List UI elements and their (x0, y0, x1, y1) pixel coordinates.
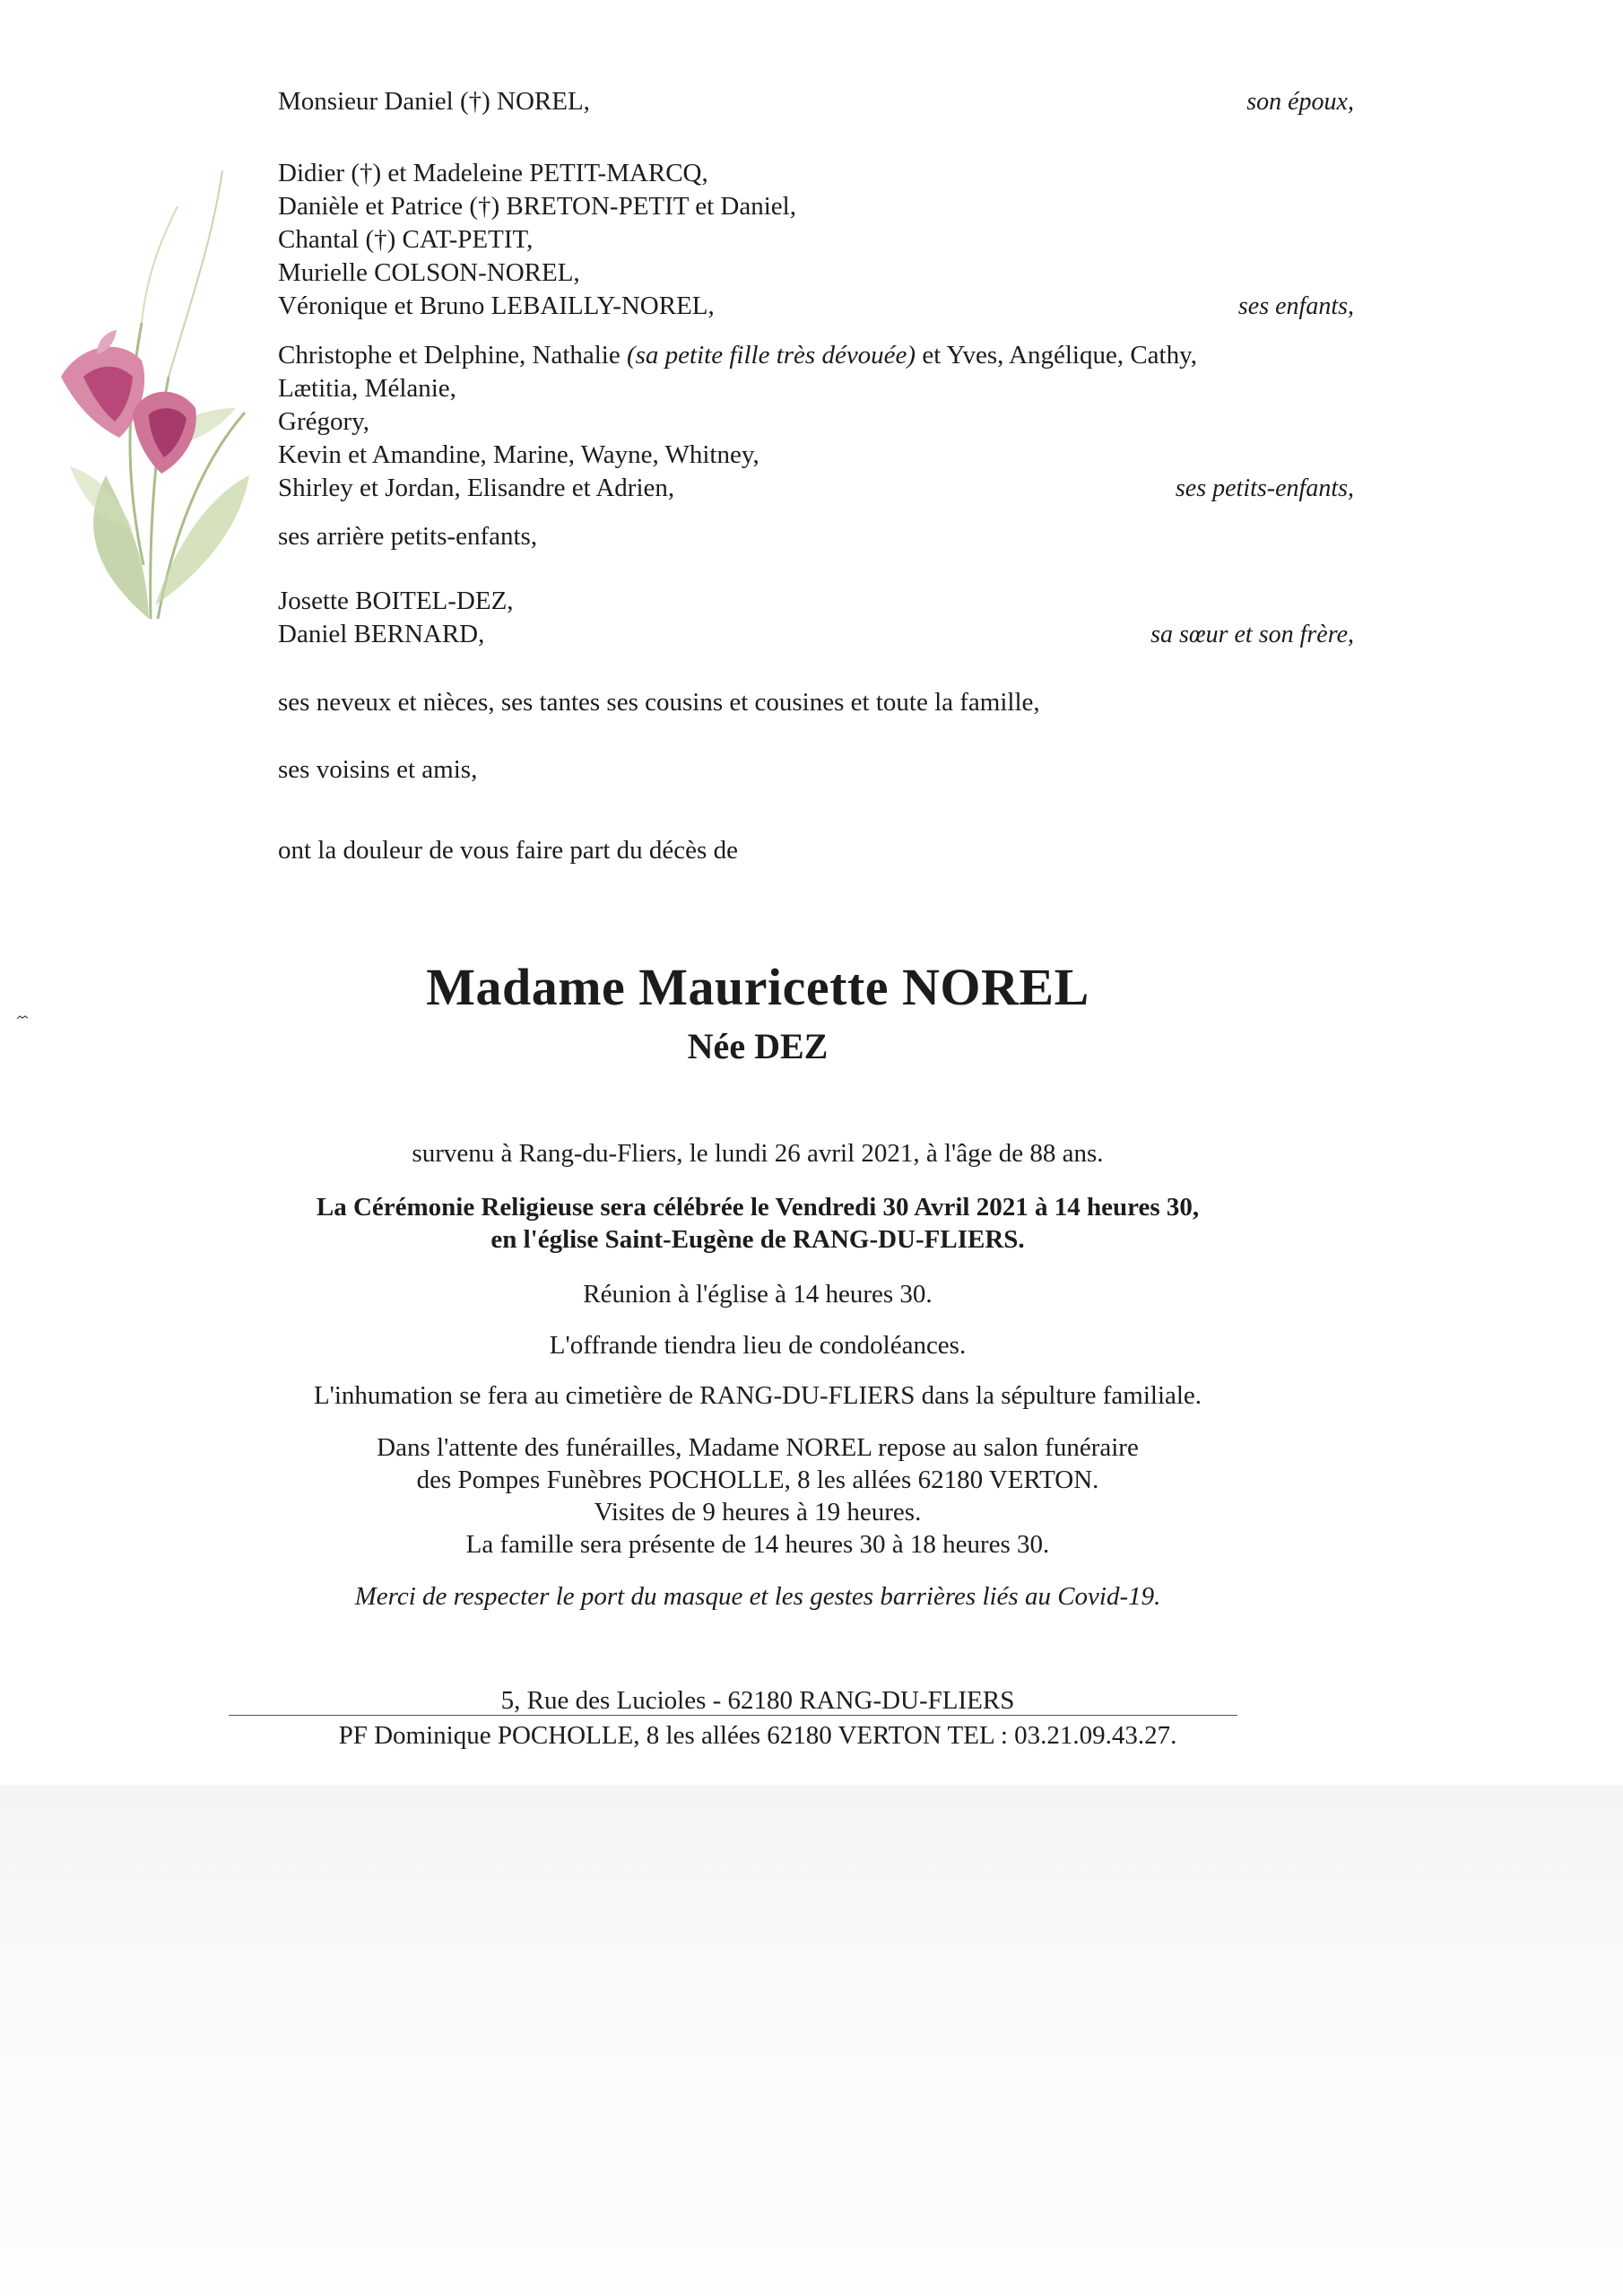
sibling-line: Daniel BERNARD, (278, 620, 485, 648)
scan-margin (0, 1785, 1623, 2296)
child-line: Chantal (†) CAT-PETIT, (278, 225, 534, 254)
grandchild-line: Kevin et Amandine, Marine, Wayne, Whitney, (278, 440, 759, 469)
calla-lily-illustration (43, 152, 258, 637)
viewing-line-2: des Pompes Funèbres POCHOLLE, 8 les allées 62180 VERTON. (416, 1465, 1099, 1494)
ceremony-line-1: La Cérémonie Religieuse sera célébrée le Vendredi 30 Avril 2021 à 14 heures 30, (316, 1193, 1200, 1222)
grandchild-note: (sa petite fille très dévouée) (626, 341, 916, 370)
siblings-block (278, 585, 1354, 651)
grandchildren-role: ses petits-enfants, (1175, 474, 1354, 502)
ceremony-line-2: en l'église Saint-Eugène de RANG-DU-FLIERS. (490, 1225, 1025, 1254)
covid-note: Merci de respecter le port du masque et les gestes barrières liés au Covid-19. (354, 1582, 1161, 1611)
sibling-line: Josette BOITEL-DEZ, (278, 587, 514, 615)
child-line: Murielle COLSON-NOREL, (278, 258, 580, 287)
neighbors-line: ses voisins et amis, (278, 755, 478, 784)
child-line: Didier (†) et Madeleine PETIT-MARCQ, (278, 159, 708, 187)
siblings-role: sa sœur et son frère, (1150, 621, 1354, 648)
children-last-row (278, 290, 1354, 323)
grandchildren-block (278, 339, 1354, 505)
extended-family-line: ses neveux et nièces, ses tantes ses cousins et cousines et toute la famille, (278, 688, 1040, 717)
children-block (278, 157, 1354, 323)
child-line: Danièle et Patrice (†) BRETON-PETIT et Daniel, (278, 192, 796, 221)
great-grandchildren-line: ses arrière petits-enfants, (278, 522, 538, 551)
footer-funeral-home: PF Dominique POCHOLLE, 8 les allées 62180 VERTON TEL : 03.21.09.43.27. (338, 1721, 1177, 1750)
neighbors-block (278, 753, 1354, 787)
spouse-row (278, 85, 1354, 118)
grandchild-line-1 (278, 339, 1354, 372)
viewing-line-1: Dans l'attente des funérailles, Madame NOREL repose au salon funéraire (377, 1433, 1139, 1462)
offering-info: L'offrande tiendra lieu de condoléances. (549, 1331, 967, 1360)
great-grandchildren-block (278, 520, 1354, 553)
deceased-name: Madame Mauricette NOREL (426, 958, 1089, 1016)
viewing-line-4: La famille sera présente de 14 heures 30 à 18 heures 30. (465, 1530, 1050, 1559)
grandchild-line: Grégory, (278, 407, 369, 436)
announcement-block (278, 834, 1354, 867)
extended-family-block (278, 686, 1354, 719)
spouse-name: Monsieur Daniel (†) NOREL, (278, 87, 590, 116)
announcement-line: ont la douleur de vous faire part du décès de (278, 836, 738, 865)
meeting-info: Réunion à l'église à 14 heures 30. (583, 1280, 933, 1309)
grandchild-text: Christophe et Delphine, Nathalie (278, 341, 627, 370)
grandchild-line: Lætitia, Mélanie, (278, 374, 456, 403)
spouse-role: son époux, (1246, 88, 1354, 116)
death-info: survenu à Rang-du-Fliers, le lundi 26 avril 2021, à l'âge de 88 ans. (412, 1139, 1104, 1168)
grandchild-line: Shirley et Jordan, Elisandre et Adrien, (278, 474, 675, 502)
family-list (278, 85, 1354, 118)
viewing-line-3: Visites de 9 heures à 19 heures. (594, 1498, 922, 1526)
footer-divider (229, 1715, 1237, 1716)
deceased-maiden-name: Née DEZ (687, 1026, 829, 1066)
grandchildren-last-row (278, 472, 1354, 505)
child-line: Véronique et Bruno LEBAILLY-NOREL, (278, 291, 715, 320)
grandchild-text: et Yves, Angélique, Cathy, (916, 341, 1197, 370)
siblings-last-row (278, 618, 1354, 651)
footer-address: 5, Rue des Lucioles - 62180 RANG-DU-FLIERS (500, 1686, 1015, 1715)
children-role: ses enfants, (1237, 292, 1354, 320)
burial-info: L'inhumation se fera au cimetière de RANG-DU-FLIERS dans la sépulture familiale. (313, 1381, 1202, 1410)
scan-speck (16, 1015, 29, 1020)
